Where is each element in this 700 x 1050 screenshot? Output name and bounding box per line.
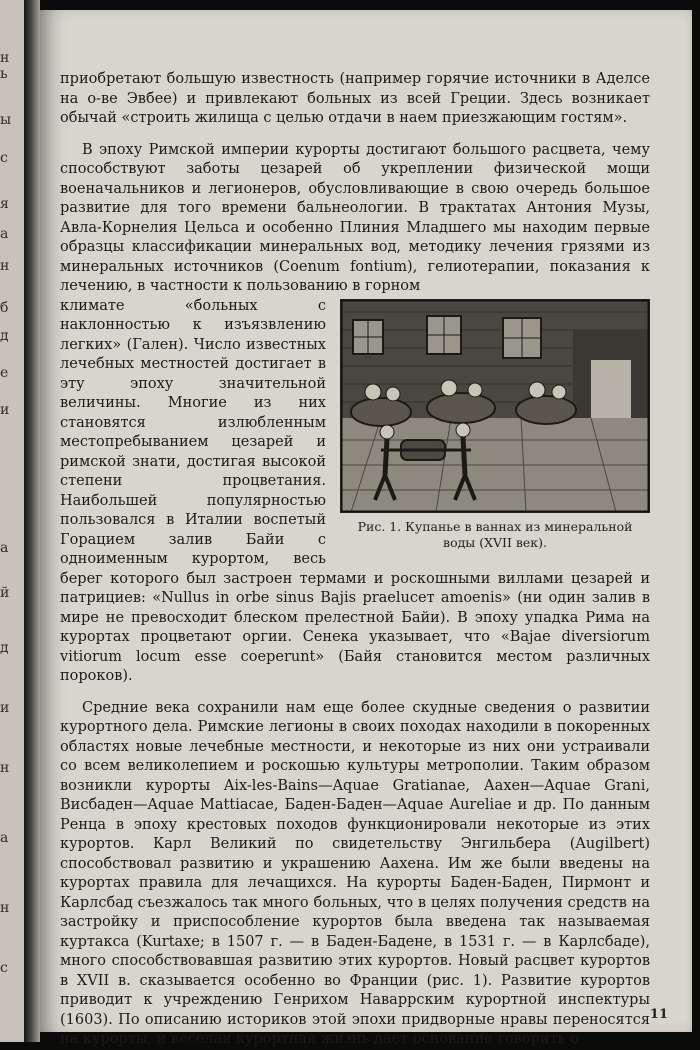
page-text <box>60 70 650 1050</box>
prev-page-char: н <box>0 50 10 66</box>
prev-page-char: н <box>0 258 10 274</box>
prev-page-char: с <box>0 150 8 166</box>
prev-page-char: е <box>0 365 9 381</box>
prev-page-char: й <box>0 585 10 601</box>
prev-page-char: б <box>0 300 9 316</box>
paragraph: приобретают большую известность (например горячие источники в Аделсе на о-ве Эвбее) и привлекают больных из всей Греции. Здесь возникает обычай «строить жилища с целью отдачи в наем приезжающим гостям». <box>60 71 650 126</box>
figure-caption: Рис. 1. Купанье в ваннах из минеральной воды (XVII век). <box>357 518 633 550</box>
page-number: 11 <box>649 1007 668 1022</box>
prev-page-char: с <box>0 960 8 976</box>
prev-page-char: и <box>0 700 10 716</box>
prev-page-char: я <box>0 196 9 212</box>
paragraph: климате «больных с наклонностью к изъязвлению легких» (Гален). Число известных лечебных местностей достигает в эту эпоху значительной величины. Многие из них становятся излюбленным местопребыванием цезарей и римской знати, достигая высокой степени процветания. Наибольшей популярностью пользовался в Италии воспетый Горацием залив Байи с одноименным курортом, весь берег которого был застроен термами и роскошными виллами цезарей и патрициев: «Nullus in orbe sinus Bajis praeluceт amoenis» (ни один залив в мире не превосходит блеском прелестной Байи). В эпоху упадка Рима на курортах процветают оргии. Сенека указывает, что «Bajae diversiorum vitiorum locum esse coeperunt» (Байя становится местом различных пороков). <box>60 297 650 684</box>
prev-page-char: и <box>0 402 10 418</box>
paragraph: В эпоху Римской империи курорты достигают большого расцвета, чему способствуют заботы цезарей об укреплении физической мощи военачальников и легионеров, обусловливающие в свою очередь большое развитие для того времени бальнеологии. В трактатах Антония Музы, Авла-Корнелия Цельса и особенно Плиния Младшего мы находим первые образцы классификации минеральных вод, методику лечения грязями из минеральных источников (Coenum fontium), гелиотерапии, показания к лечению, в частности к пользованию в горном <box>60 141 650 294</box>
prev-page-char: д <box>0 328 9 344</box>
book-gutter <box>24 0 40 1042</box>
prev-page-char: а <box>0 226 9 242</box>
prev-page-char: н <box>0 900 10 916</box>
prev-page-char: ь <box>0 66 8 82</box>
prev-page-char: д <box>0 640 9 656</box>
book-page <box>40 10 692 1047</box>
prev-page-char: ы <box>0 112 12 128</box>
prev-page-char: а <box>0 830 9 846</box>
figure <box>340 299 650 551</box>
prev-page-char: а <box>0 540 9 556</box>
previous-page-edge <box>0 0 24 1042</box>
bathing-engraving <box>340 299 650 513</box>
paragraph: Средние века сохранили нам еще более скудные сведения о развитии курортного дела. Римские легионы в своих походах находили в покоренных областях новые лечебные местности, и некоторые из них они устраивали со всем великолепием и роскошью культуры метрополии. Таким образом возникли курорты Aix-les-Bains—Aquae Gratianae, Аахен—Aquae Grani, Висбаден—Aquae Mattiacae, Баден-Баден—Aquae Aureliae и др. По данным Ренца в эпоху крестовых походов функционировали некоторые из этих курортов. Карл Великий по свидетельству Энгильбера (Augilbert) способствовал развитию и украшению Аахена. Им же были введены на курортах правила для лечащихся. На курорты Баден-Баден, Пирмонт и Карлсбад съезжалось так много больных, что в целях получения средств на застройку и приспособление курортов была введена так называемая куртакса (Kurtaxe; в 1507 г. — в Баден-Бадене, в 1531 г. — в Карлсбаде), много способствовавшая развитию этих курортов. Новый расцвет курортов в XVII в. сказывается особенно во Франции (рис. 1). Развитие курортов приводит к учреждению Генрихом Наваррским курортной инспектуры (1603). По описанию историков этой эпохи придворные нравы переносятся на курорты, и веселая курортная жизнь дает основание говорить о <box>60 699 650 1047</box>
prev-page-char: н <box>0 760 10 776</box>
